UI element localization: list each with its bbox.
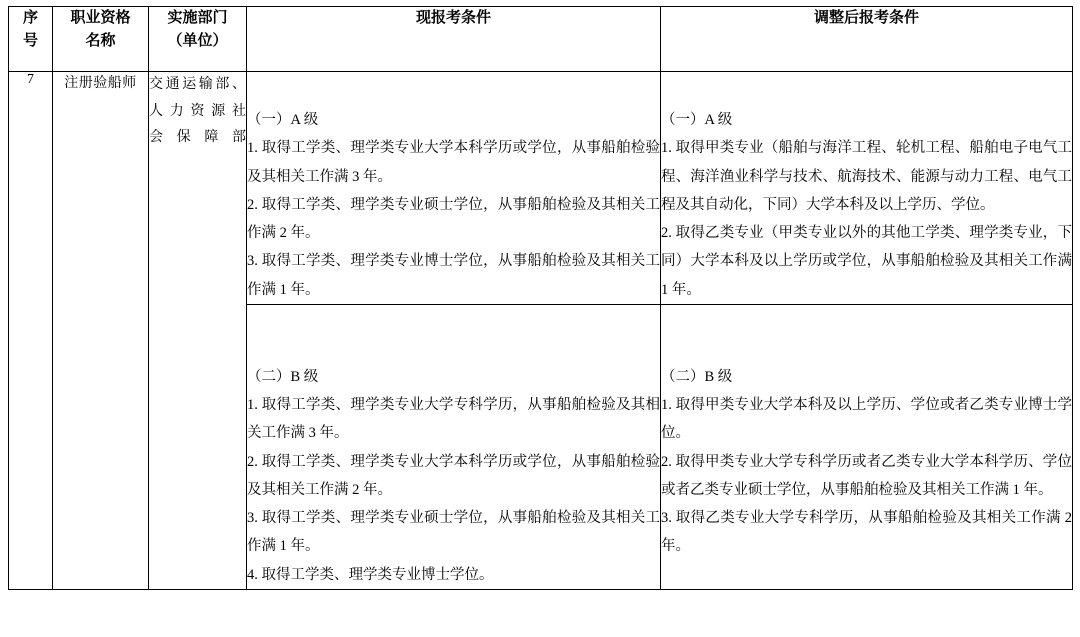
header-cell-adjusted: [661, 7, 1073, 72]
cell-adjusted-grade-a: [661, 72, 1073, 305]
table-row: [9, 72, 1073, 305]
adjusted-b-item-3: 3. 取得乙类专业大学专科学历，从事船舶检验及其相关工作满 2 年。: [661, 510, 1072, 555]
cell-qualification-name: 注册验船师: [53, 72, 149, 590]
header-current-label: 现报考条件: [415, 10, 491, 26]
document-page: [0, 6, 1080, 637]
current-b-item-1: 1. 取得工学类、理学类专业大学专科学历，从事船舶检验及其相关工作满 3 年。: [247, 397, 660, 442]
current-a-item-1: 1. 取得工学类、理学类专业大学本科学历或学位，从事船舶检验及其相关工作满 3 年。: [247, 140, 660, 185]
adjusted-b-item-1: 1. 取得甲类专业大学本科及以上学历、学位或者乙类专业博士学位。: [661, 397, 1072, 442]
cell-implementing-department: [149, 72, 247, 590]
header-dept-line2: （单位）: [167, 32, 228, 49]
header-seq-line2: 号: [22, 32, 38, 49]
header-name-line2: 名称: [85, 32, 116, 49]
dept-line-3: 会保障部: [149, 130, 246, 146]
header-name-line1: 职业资格: [70, 10, 131, 26]
qualification-table: [8, 6, 1073, 590]
current-b-item-4: 4. 取得工学类、理学类专业博士学位。: [247, 566, 494, 583]
cell-current-grade-b: [247, 304, 661, 589]
cell-current-grade-a: [247, 72, 661, 305]
header-cell-seq: [9, 7, 53, 72]
dept-line-2: 人力资源社: [149, 103, 246, 119]
current-b-title: （二）B 级: [247, 368, 319, 385]
adjusted-a-title: （一）A 级: [661, 112, 733, 128]
cell-sequence-number: 7: [9, 72, 53, 590]
adjusted-b-item-2: 2. 取得甲类专业大学专科学历或者乙类专业大学本科学历、学位或者乙类专业硕士学位，从事船舶检验及其相关工作满 1 年。: [661, 453, 1072, 498]
dept-line-1: 交通运输部、: [149, 77, 246, 92]
adjusted-a-item-1: 1. 取得甲类专业（船舶与海洋工程、轮机工程、船舶电子电气工程、海洋渔业科学与技术、航海技术、能源与动力工程、电气工程及其自动化，下同）大学本科及以上学历、学位。: [661, 140, 1072, 213]
current-a-title: （一）A 级: [247, 112, 319, 128]
header-seq-line1: 序: [22, 10, 38, 26]
header-dept-line1: 实施部门: [167, 10, 228, 26]
current-a-item-3: 3. 取得工学类、理学类专业博士学位，从事船舶检验及其相关工作满 1 年。: [247, 253, 660, 298]
current-b-item-2: 2. 取得工学类、理学类专业大学本科学历或学位，从事船舶检验及其相关工作满 2 年。: [247, 453, 660, 498]
adjusted-b-title: （二）B 级: [661, 368, 733, 385]
current-a-item-2: 2. 取得工学类、理学类专业硕士学位，从事船舶检验及其相关工作满 2 年。: [247, 196, 660, 242]
table-header-row: [9, 7, 1073, 72]
cell-adjusted-grade-b: [661, 304, 1073, 589]
adjusted-a-item-2: 2. 取得乙类专业（甲类专业以外的其他工学类、理学类专业，下同）大学本科及以上学历或学位，从事船舶检验及其相关工作满 1 年。: [661, 225, 1072, 298]
header-cell-current: [247, 7, 661, 72]
header-adjusted-label: 调整后报考条件: [813, 10, 919, 26]
header-cell-dept: [149, 7, 247, 72]
current-b-item-3: 3. 取得工学类、理学类专业硕士学位，从事船舶检验及其相关工作满 1 年。: [247, 510, 660, 555]
header-cell-name: [53, 7, 149, 72]
